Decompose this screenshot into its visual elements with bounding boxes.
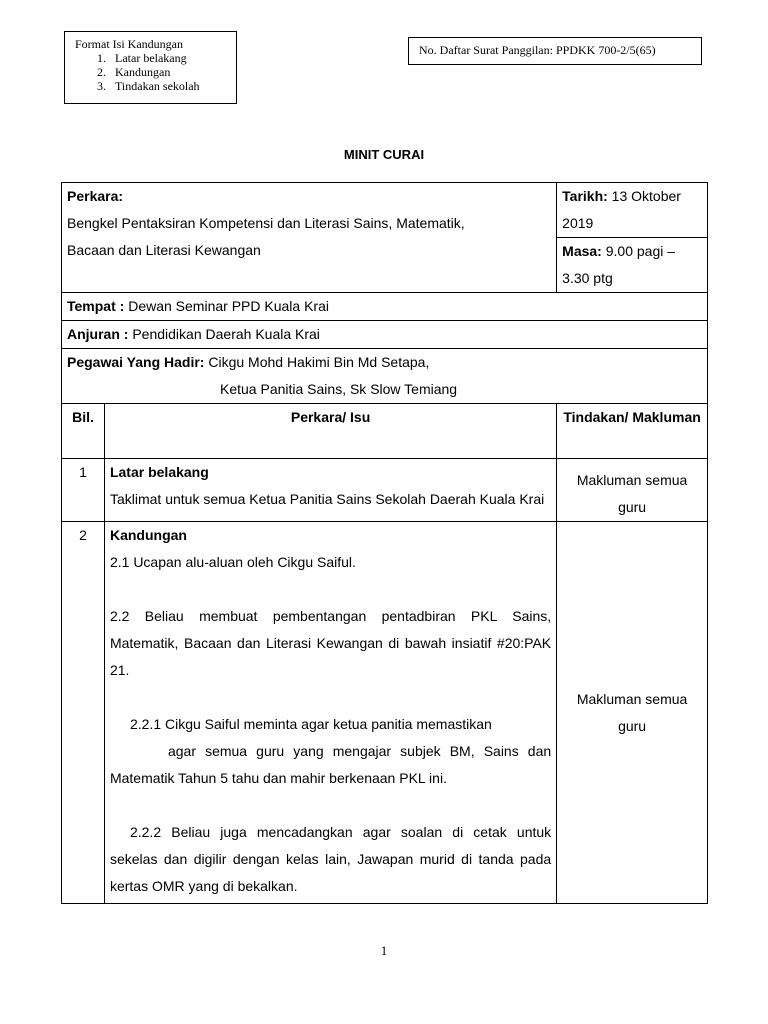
masa-cell bbox=[557, 238, 708, 293]
perkara-cell bbox=[62, 183, 557, 293]
row-paragraph: 2.1 Ucapan alu-aluan oleh Cikgu Saiful. bbox=[109, 554, 356, 570]
row-action: Makluman semua guru bbox=[557, 459, 708, 522]
col-header-tindakan: Tindakan/ Makluman bbox=[557, 404, 708, 459]
tarikh-label: Tarikh: bbox=[562, 188, 608, 204]
format-item: 2. Kandungan bbox=[109, 65, 236, 79]
anjuran-value: Pendidikan Daerah Kuala Krai bbox=[128, 326, 320, 342]
page-number: 1 bbox=[380, 943, 388, 958]
row-paragraph: 2.2.1 Cikgu Saiful meminta agar ketua panitia memastikan agar semua guru yang mengajar subjek BM, Sains dan Matematik Tahun 5 tahu dan mahir berkenaan PKL ini. bbox=[109, 716, 552, 786]
perkara-label: Perkara: bbox=[67, 188, 124, 204]
row-content bbox=[104, 459, 556, 522]
format-contents-box bbox=[64, 31, 237, 104]
format-box-title: Format Isi Kandungan bbox=[75, 37, 183, 51]
pegawai-row bbox=[62, 349, 708, 404]
tarikh-value: 13 Oktober 2019 bbox=[562, 188, 681, 231]
row-action: Makluman semua guru bbox=[557, 522, 708, 904]
perkara-line: Bengkel Pentaksiran Kompetensi dan Literasi Sains, Matematik, bbox=[67, 215, 465, 231]
row-heading: Kandungan bbox=[109, 527, 187, 543]
tarikh-cell bbox=[557, 183, 708, 238]
pegawai-value: Ketua Panitia Sains, Sk Slow Temiang bbox=[220, 381, 458, 397]
row-heading: Latar belakang bbox=[109, 464, 209, 480]
row-content bbox=[104, 522, 556, 904]
tempat-label: Tempat : bbox=[67, 298, 125, 314]
header-row-perkara bbox=[62, 183, 708, 238]
column-header-row bbox=[62, 404, 708, 459]
pegawai-value: Cikgu Mohd Hakimi Bin Md Setapa, bbox=[204, 354, 430, 370]
minutes-table bbox=[61, 182, 708, 904]
table-row bbox=[62, 459, 708, 522]
pegawai-label: Pegawai Yang Hadir: bbox=[67, 354, 205, 370]
tempat-value: Dewan Seminar PPD Kuala Krai bbox=[124, 298, 329, 314]
anjuran-row bbox=[62, 321, 708, 349]
table-row bbox=[62, 522, 708, 904]
reference-number-box: No. Daftar Surat Panggilan: PPDKK 700-2/5(65) bbox=[408, 37, 702, 65]
row-number: 1 bbox=[62, 459, 105, 522]
format-item: 3. Tindakan sekolah bbox=[109, 79, 236, 93]
anjuran-cell bbox=[62, 321, 708, 349]
row-paragraph: 2.2.2 Beliau juga mencadangkan agar soalan di cetak untuk sekelas dan digilir dengan kelas lain, Jawapan murid di tanda pada kertas OMR yang di bekalkan. bbox=[109, 824, 552, 894]
col-header-perkara: Perkara/ Isu bbox=[104, 404, 556, 459]
row-number: 2 bbox=[62, 522, 105, 904]
col-header-bil: Bil. bbox=[62, 404, 105, 459]
pegawai-cell bbox=[62, 349, 708, 404]
format-box-list bbox=[75, 51, 236, 93]
row-paragraph: 2.2 Beliau membuat pembentangan pentadbiran PKL Sains, Matematik, Bacaan dan Literasi Kewangan di bawah insiatif #20:PAK 21. bbox=[109, 608, 552, 678]
perkara-line: Bacaan dan Literasi Kewangan bbox=[67, 242, 261, 258]
tempat-row bbox=[62, 293, 708, 321]
masa-value: 9.00 pagi – 3.30 ptg bbox=[562, 243, 676, 286]
anjuran-label: Anjuran : bbox=[67, 326, 129, 342]
format-item: 1. Latar belakang bbox=[109, 51, 236, 65]
document-title: MINIT CURAI bbox=[343, 147, 425, 162]
row-text: Taklimat untuk semua Ketua Panitia Sains Sekolah Daerah Kuala Krai bbox=[109, 491, 545, 507]
masa-label: Masa: bbox=[562, 243, 602, 259]
tempat-cell bbox=[62, 293, 708, 321]
